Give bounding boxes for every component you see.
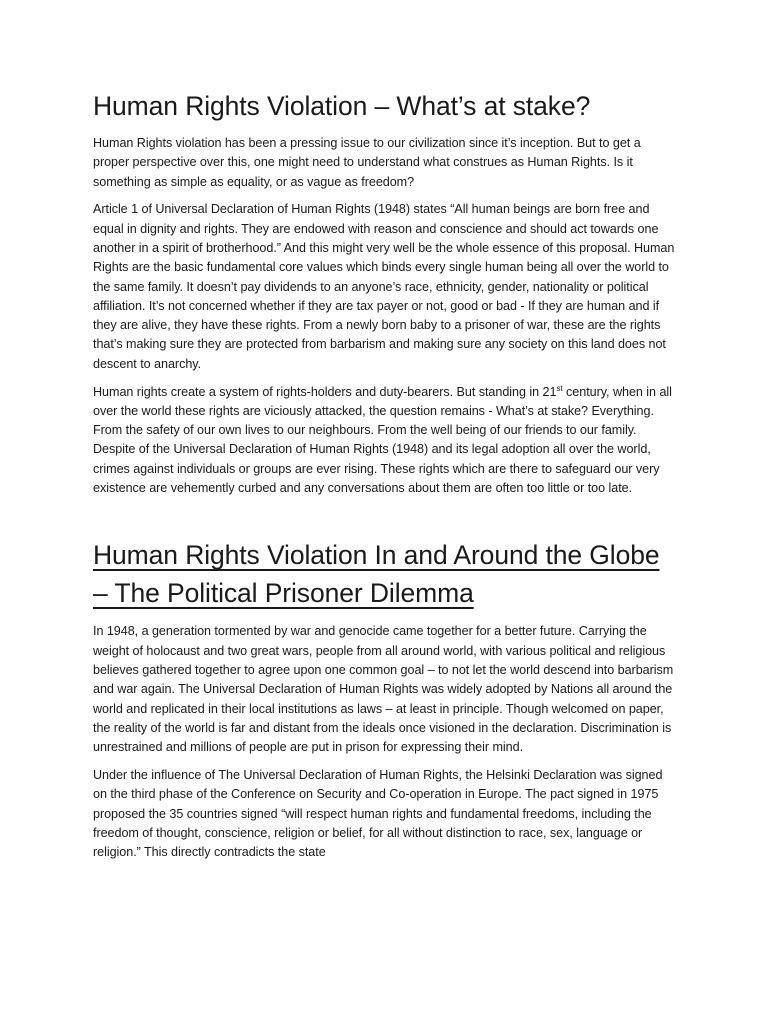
ordinal-superscript: st <box>556 383 563 393</box>
paragraph-text: Human rights create a system of rights-holders and duty-bearers. But standing in 21 <box>93 384 557 399</box>
paragraph-text: century, when in all over the world these rights are viciously attacked, the question remains - What’s at stake? Everything. From the safety of our own lives to our neighbours. From the well being of our friends to our family. Despite of the Universal Declaration of Human Rights (1948) and its legal adoption all over the world, crimes against individuals or groups are ever rising. These rights which are there to safeguard our very existence are vehemently curbed and any conversations about them are often too little or too late. <box>93 384 672 496</box>
paragraph: In 1948, a generation tormented by war and genocide came together for a better future. Carrying the weight of holocaust and two great wars, people from all around world, with various political and religious believes gathered together to agree upon one common goal – to not let the world descend into barbarism and war again. The Universal Declaration of Human Rights was widely adopted by Nations all around the world and replicated in their local institutions as laws – at least in principle. Though welcomed on paper, the reality of the world is far and distant from the ideals once visioned in the declaration. Discrimination is unrestrained and millions of people are put in prison for expressing their mind. <box>93 624 674 755</box>
paragraph: Article 1 of Universal Declaration of Human Rights (1948) states “All human beings are born free and equal in dignity and rights. They are endowed with reason and conscience and should act towards one another in a spirit of brotherhood.” And this might very well be the whole essence of this proposal. Human Rights are the basic fundamental core values which binds every single human being all over the world to the same family. It doesn’t pay dividends to an anyone’s race, ethnicity, gender, nationality or political affiliation. It’s not concerned whether if they are tax payer or not, good or bad - If they are human and if they are alive, they have these rights. From a newly born baby to a prisoner of war, these are the rights that’s making sure they are protected from barbarism and making sure any society on this land does not descent to anarchy. <box>93 202 675 371</box>
paragraph: Under the influence of The Universal Declaration of Human Rights, the Helsinki Declaration was signed on the third phase of the Conference on Security and Co-operation in Europe. The pact signed in 1975 proposed the 35 countries signed “will respect human rights and fundamental freedoms, including the freedom of thought, conscience, religion or belief, for all without distinction to race, sex, language or religion.” This directly contradicts the state <box>93 767 663 860</box>
section-heading: Human Rights Violation In and Around the Globe – The Political Prisoner Dilemma <box>93 540 660 609</box>
section-heading: Human Rights Violation – What’s at stake? <box>93 91 591 121</box>
paragraph <box>93 383 676 499</box>
paragraph: Human Rights violation has been a pressing issue to our civilization since it’s inception. But to get a proper perspective over this, one might need to understand what construes as Human Rights. Is it something as simple as equality, or as vague as freedom? <box>93 136 641 189</box>
document-page <box>93 88 676 871</box>
